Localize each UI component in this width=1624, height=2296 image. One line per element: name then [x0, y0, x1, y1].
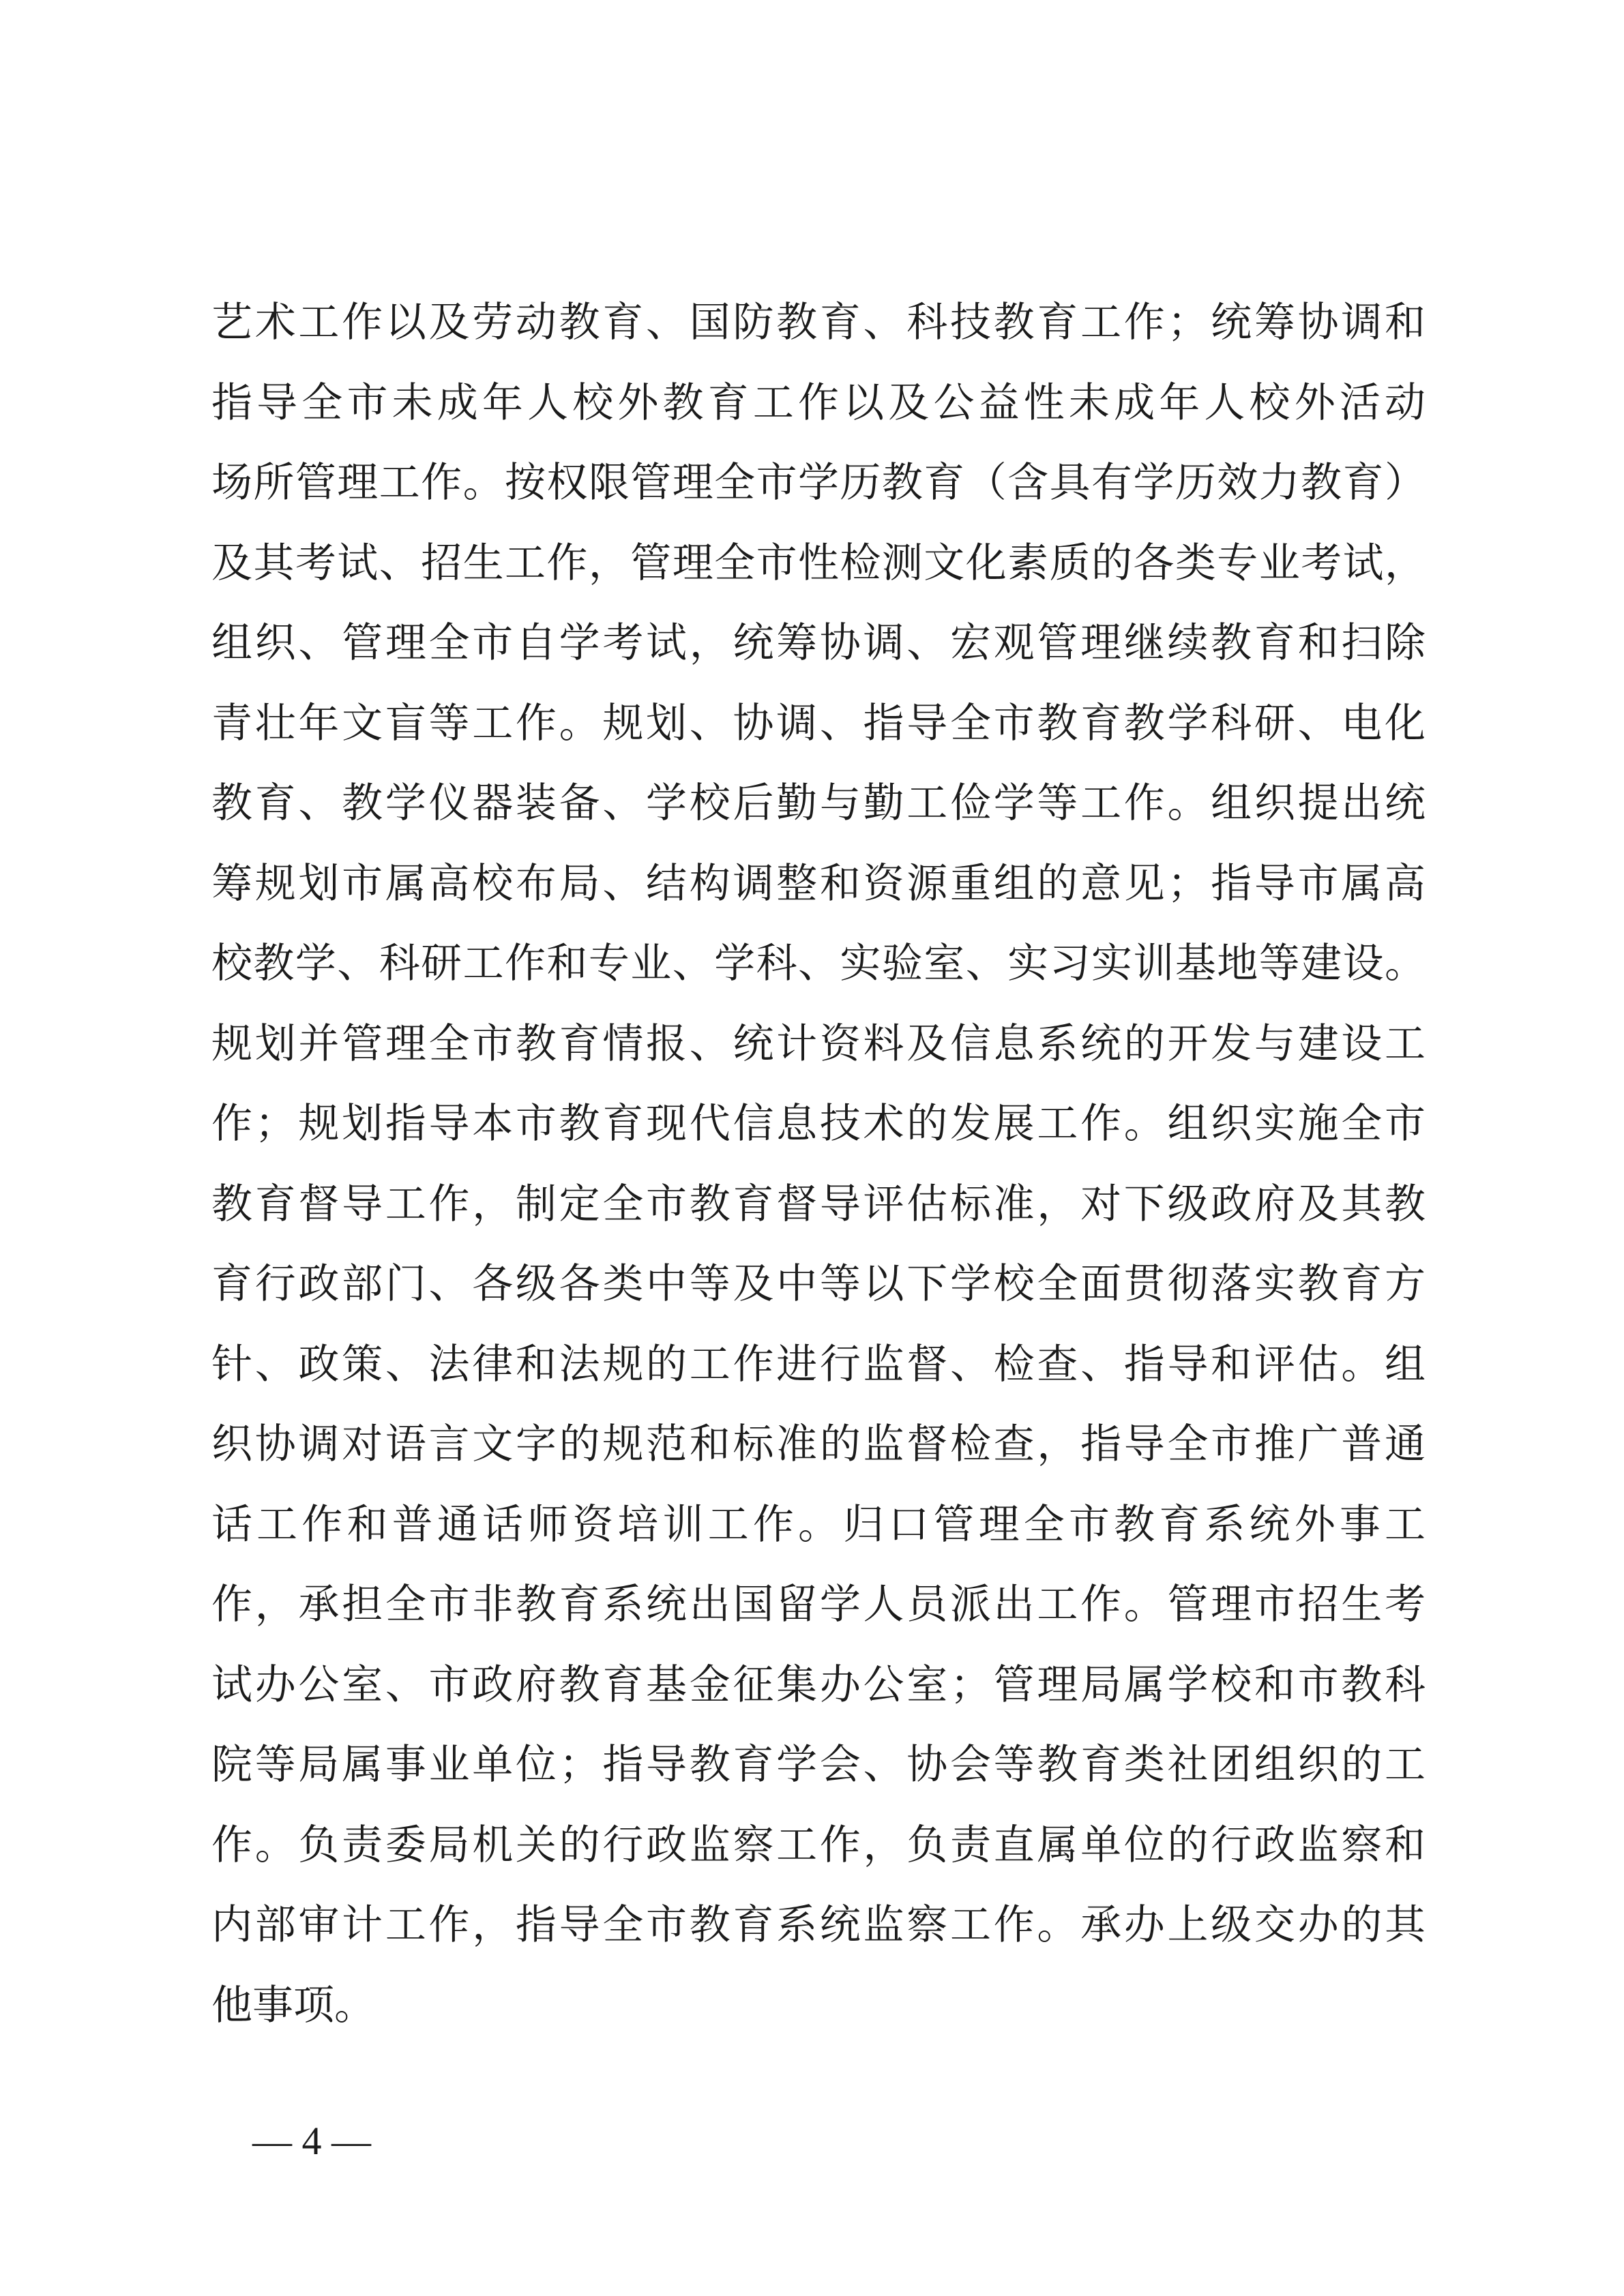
text-line: 院等局属事业单位；指导教育学会、协会等教育类社团组织的工 [211, 1741, 1426, 1789]
text-line: 艺术工作以及劳动教育、国防教育、科技教育工作；统筹协调和 [211, 299, 1426, 346]
text-line: 育行政部门、各级各类中等及中等以下学校全面贯彻落实教育方 [211, 1260, 1426, 1308]
text-line: 教育、教学仪器装备、学校后勤与勤工俭学等工作。组织提出统 [211, 779, 1426, 827]
text-line: 指导全市未成年人校外教育工作以及公益性未成年人校外活动 [211, 378, 1426, 427]
text-line: 筹规划市属高校布局、结构调整和资源重组的意见；指导市属高 [211, 859, 1426, 908]
text-line: 作。负责委局机关的行政监察工作，负责直属单位的行政监察和 [211, 1821, 1426, 1869]
text-line: 他事项。 [211, 1981, 375, 2029]
text-line: 作，承担全市非教育系统出国留学人员派出工作。管理市招生考 [211, 1581, 1426, 1628]
text-line: 及其考试、招生工作，管理全市性检测文化素质的各类专业考试， [211, 539, 1426, 587]
text-line: 校教学、科研工作和专业、学科、实验室、实习实训基地等建设。 [211, 940, 1426, 987]
text-line: 话工作和普通话师资培训工作。归口管理全市教育系统外事工 [211, 1500, 1426, 1549]
text-line: 针、政策、法律和法规的工作进行监督、检查、指导和评估。组 [211, 1340, 1426, 1388]
text-line: 作；规划指导本市教育现代信息技术的发展工作。组织实施全市 [211, 1100, 1426, 1148]
text-line: 教育督导工作，制定全市教育督导评估标准，对下级政府及其教 [211, 1180, 1426, 1228]
text-line: 规划并管理全市教育情报、统计资料及信息系统的开发与建设工 [211, 1019, 1426, 1068]
body-text [211, 283, 1426, 2046]
text-line: 青壮年文盲等工作。规划、协调、指导全市教育教学科研、电化 [211, 699, 1426, 747]
text-line: 内部审计工作，指导全市教育系统监察工作。承办上级交办的其 [211, 1901, 1426, 1949]
text-line: 试办公室、市政府教育基金征集办公室；管理局属学校和市教科 [211, 1660, 1426, 1709]
text-line: 场所管理工作。按权限管理全市学历教育（含具有学历效力教育） [211, 459, 1426, 507]
text-line: 组织、管理全市自学考试，统筹协调、宏观管理继续教育和扫除 [211, 619, 1426, 667]
page-number: — 4 — [252, 2119, 371, 2163]
text-line: 织协调对语言文字的规范和标准的监督检查，指导全市推广普通 [211, 1420, 1426, 1468]
